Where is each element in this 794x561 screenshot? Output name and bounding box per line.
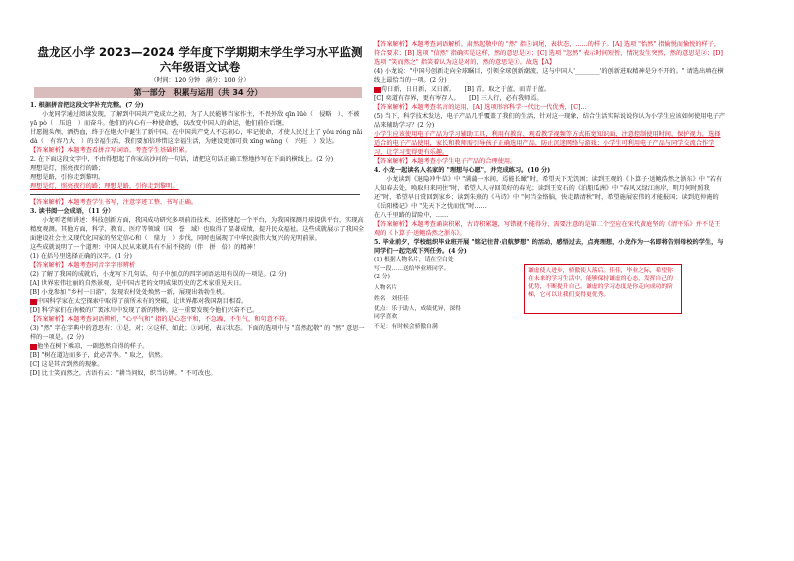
q3-option-c: 中国科学家在太空探索中取得了前所未有的突破，让世界都对我国刮目相看。 bbox=[30, 297, 366, 306]
q5-answer: 小学生应该使用电子产品为学习辅助工具，利用有教育、观看教学视频等方式拓宽知识面，注意控制使用时间，保护视力，选择适合的电子产品使用，家长和教师需引导孩子正确选用产品，防止沉迷网络与游戏；小学生可利用电子产品与同学交流合作学习，让学习变得更有乐趣。 bbox=[374, 131, 721, 156]
q1-paragraph-1: 小龙同学通过阅读发现，了解到中国共产党成立之初，为了人民能够当家作主，不畏外敌 qīn lüè（ 侵略 ）、不被 yā pò（ 压迫 ）而奋斗。他们的内心有一种使命感，以改变中国人的命运，他们前仆后继， bbox=[30, 111, 360, 127]
card-title: 人物名片 bbox=[374, 285, 398, 291]
q4-option-a: 苟日新，日日新，又日新。 [B] 青，取之于蓝，而青于蓝。 bbox=[374, 85, 726, 94]
q4-question: (4) 小龙说："中国号创新走向全球瞩目，引领全球创新潮流，这与中国人'________'的创新进取精神是分不开的。" 请选出填在横线上最恰当的一项。(2 分) bbox=[374, 68, 724, 84]
q7-sub: (1) 根据人物名片，请在空白处写一段……送给毕业班同学。(2 分) bbox=[374, 257, 454, 280]
q6-answer: 【答案解析】本题考查诵读积累，古诗积累题，写错就不能得分，需要注意的是第二个空应在宋代黄庭坚的《清平乐》并不是王观的《卜算子·送鲍浩然之浙东》。 bbox=[374, 221, 721, 237]
selected-mark-icon bbox=[30, 344, 37, 350]
q3-3-option-c: [C] 这是其音到然的现象。 bbox=[30, 361, 104, 368]
q2-line-2: 理想是路，引你走到黎明。 bbox=[30, 174, 105, 181]
q5-question: (5) 当下，科学技术发达，电子产品几乎覆盖了我们的生活，针对这一现象，结合生活实际说说你认为小学生应该如何使用电子产品来辅助学习？(2 分) bbox=[374, 113, 726, 129]
selected-mark-icon bbox=[30, 299, 37, 305]
q3-3-option-b: [B] "树在道边而多子，此必苦李。" 取之，信然。 bbox=[30, 352, 167, 359]
q2-heading: 2. 在下面这段文字中，不由得想起了你家高沙河的一句话，请把这句话正确工整地抄写在下面的横线上。(2 分) bbox=[30, 156, 334, 163]
exam-title: 盘龙区小学 2023—2024 学年度下学期期末学生学习水平监测 bbox=[37, 45, 363, 59]
q3-answer-1: 【答案解析】本题考查同音字字形辨析 bbox=[30, 262, 136, 269]
answer-box: 谦虚使人进步，骄傲使人落后。佳佳，毕业之际，希望你在未来的学习生活中，能够保持谦虚的心态，发挥自己的优势，不断提升自己。谦虚的学习态度是你走向成功的阶梯，它可以让我们变得更优秀。 bbox=[524, 264, 682, 314]
q3-option-d: [D] 科学家们在南极的广袤冰川中发现了新的物种。这一重要发现令他们兴奋不已。 bbox=[30, 307, 259, 314]
q3-answer-2: 【答案解析】本题考查词语辨析，"心平气和" 指的是心态平和，不急躁，不生气，和句意不符。 bbox=[30, 316, 292, 323]
exam-meta: （时间：120 分钟 满分：100 分） bbox=[150, 77, 250, 84]
exam-subtitle: 六年级语文试卷 bbox=[159, 60, 241, 74]
q3-sub-3: (3) "然" 字在字典中的意思有：①是，对；②这样，如此；③词尾，表示状态。下面的选项中与 "喜然起敬" 的 "然" 意思一样的一项是。(2 分) bbox=[30, 325, 365, 341]
q6-heading: 4. 小龙一起读名人名家的 "理想与心愿"，并完成练习。(10 分) bbox=[374, 167, 551, 174]
left-column bbox=[30, 101, 366, 378]
q3-option-b: [B] 小龙参加 "乡村一日游"，发现农村处处焕然一新，展现出勃勃生机。 bbox=[30, 289, 229, 296]
divider bbox=[30, 194, 360, 195]
q1-heading: 1. 根据拼音把这段文字补充完整。(7 分) bbox=[30, 102, 144, 109]
selected-mark-icon bbox=[374, 87, 381, 93]
q2-line-1: 理想是灯，照亮夜行的路； bbox=[30, 165, 105, 172]
q2-answer: 【答案解析】本题考查学生书写，注意字迹工整、书写正确。 bbox=[30, 199, 198, 206]
q3-3-option-a: 他坐在树下乘凉，一副悠然自得的样子。 bbox=[30, 342, 366, 351]
q6-paragraph-1: 小龙读到《退隐冲牛草》中 "满蒲一水间，焉能长瞰"时，希望天下无饥困；读到王观的《卜算子·送鲍浩然之浙东》中 "若有人知春去处，唤取归来同住"时，希望人人寻回美好的春光；读到王安石的《泊船瓜洲》中 "春风又绿江南岸，明月何时照我还"时，希望早日赏回到家乡；读到朱熹的《马诗》中 "何当金络脑，快走踏清秋"时，希望施展宏伟的才能报国；读到范仲淹的《岳阳楼记》中 "先天下之忧而忧"时…… bbox=[374, 176, 723, 210]
q1-answer: 【答案解析】本题考查看拼音写词语。考查学生基础积累。 bbox=[30, 147, 191, 154]
q4-answer: 【答案解析】本题考查名言的运用，[A] 选项形容科学一代比一代优秀，[C]… bbox=[374, 104, 587, 111]
section-heading: 第一部分 积累与运用（共 34 分） bbox=[34, 87, 362, 98]
q6-paragraph-2: 在八千里路的冒险中，…… bbox=[374, 212, 449, 219]
q3-sub-2: (2) 了解了我国的成就后，小龙写下几句话，句子中加点的四字词语运用有误的一项是。(2 分) bbox=[30, 271, 287, 278]
card-line-2: 不足：有时候会骄傲自满 bbox=[374, 324, 438, 330]
q7-area bbox=[374, 256, 726, 356]
q4-option-c: [C] 奕道有存界，更有岑存人。 [D] 三人行，必有我师焉。 bbox=[374, 95, 543, 102]
card-line-1: 优点：乐于助人，成绩优异，深得同学喜欢 bbox=[374, 306, 461, 320]
q3-option-a: [A] 世界宏伟壮丽的自然景观，是中国古老的文明成果历史的艺术家重见天日。 bbox=[30, 280, 246, 287]
q7-heading: 5. 毕业前夕，学校组织毕业班开展 "铭记往昔·启航梦想" 的活动，感悟过去，点亮理想，小龙作为一名即将告别母校的学生，与同学们一起完成下列任务。(4 分) bbox=[374, 239, 724, 255]
card-name: 姓名 刘佳佳 bbox=[374, 296, 409, 302]
r-answer-1: 【答案解析】本题考查词语解析。肃然起敬中的 "然" 指⑤词尾，表状态，……的样子。[A] 选项 "怡然" 指愉悦而愉悦的样子，符合要求；[B] 选项 "信然" 指确实是这样，然的意思是②；[C] 选项 "忽然" 表示时间短暂，情况发生突然，然的意思是②；[D] 选项 "笑而然之" 指笑着认为这是对的，然的意思是①。故选【A】 bbox=[374, 41, 723, 66]
q1-paragraph-2: 甘愿抛头颅、洒热血，终于在炮火中诞生了新中国。在中国共产党人不忘初心，牢记使命，才使人民过上了 yǒu róng nǎi dà（ 有容乃大 ）的幸福生活，我们要加倍珍惜这幸福生活，为建设更加可贵 xīng wàng（ 兴旺 ）发达。 bbox=[30, 129, 363, 145]
person-card bbox=[374, 284, 464, 331]
q3-sub-1: (1) 在括号里选择正确的汉字。(1 分) bbox=[30, 253, 132, 260]
q3-heading: 3. 读书阅一会成语，（11 分） bbox=[30, 208, 115, 215]
q3-paragraph-2: 这些成就说明了一个道理：中国人民从来就具有不屈不挠的（伴 拼 倍）的精神！ bbox=[30, 244, 259, 251]
q5-note: 【答案解析】本题考查小学生电子产品的合理使用。 bbox=[374, 158, 517, 165]
q3-paragraph-1: 小龙听老师讲述：科技创新方面，我国成功研究多项前沿技术，还搭建起一个平台，为我国探测月球提供平台，实现高精度观测。其他方面，科学、教育、医疗等领域（国 誉 域）也取得了显著成绩，提升民众福祉。这些成就展示了我国全面建设社会主义现代化国家的坚定信心和（ 鼎力 ）步伐，同时也展现了中华民族伟大复兴的光明前景。 bbox=[30, 217, 365, 242]
right-column bbox=[374, 40, 726, 356]
q3-3-option-d: [D] 比士笑而然之，古语有云："耕当问奴，织当访婢。" 不可改也。 bbox=[30, 370, 217, 377]
q2-red-answer: 理想是灯，照亮夜行的路；理想是路，引你走到黎明。 bbox=[30, 183, 179, 190]
